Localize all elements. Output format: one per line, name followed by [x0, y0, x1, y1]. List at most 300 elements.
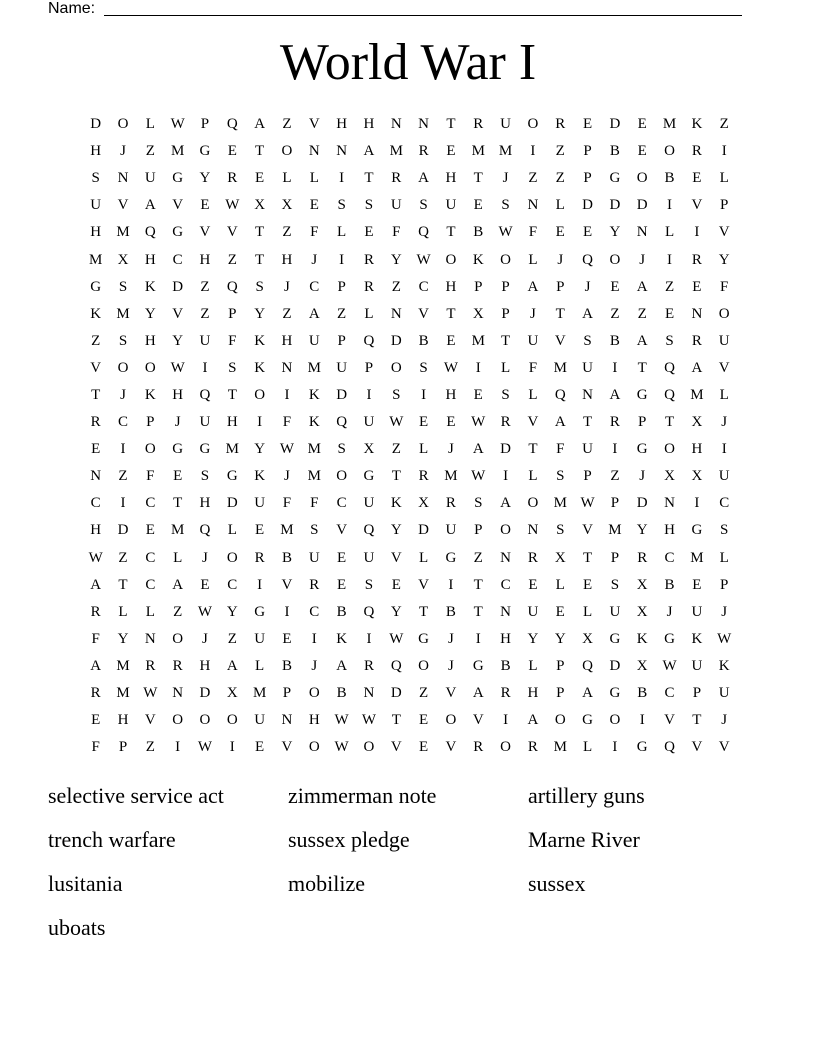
grid-letter: H: [172, 386, 184, 403]
grid-letter: L: [664, 224, 675, 241]
grid-letter: S: [501, 197, 510, 214]
grid-letter: P: [556, 278, 565, 295]
grid-letter: I: [366, 630, 372, 647]
grid-letter: J: [666, 603, 673, 620]
grid-letter: G: [582, 712, 593, 729]
grid-letter: E: [446, 414, 456, 431]
grid-letter: D: [609, 197, 621, 214]
grid-letter: H: [336, 116, 348, 133]
grid-letter: L: [309, 170, 319, 187]
grid-letter: A: [527, 278, 539, 295]
grid-letter: T: [364, 170, 374, 187]
grid-letter: I: [694, 224, 700, 241]
grid-letter: O: [308, 685, 320, 702]
grid-letter: D: [636, 197, 648, 214]
grid-letter: V: [718, 359, 730, 376]
grid-letter: A: [363, 143, 375, 160]
grid-letter: T: [255, 251, 265, 268]
grid-letter: L: [337, 224, 347, 241]
word-bank-item: sussex pledge: [288, 827, 410, 852]
word-bank-item: sussex: [528, 871, 586, 896]
grid-letter: P: [228, 305, 237, 322]
grid-letter: W: [443, 359, 459, 376]
grid-letter: P: [692, 685, 702, 702]
grid-letter: B: [418, 332, 429, 349]
grid-letter: F: [310, 495, 319, 512]
grid-row: [82, 192, 738, 219]
grid-letter: I: [503, 468, 509, 485]
grid-letter: U: [199, 332, 211, 349]
grid-letter: L: [555, 576, 565, 593]
grid-letter: V: [527, 414, 539, 431]
grid-letter: K: [691, 630, 703, 647]
grid-letter: T: [255, 143, 265, 160]
grid-letter: W: [170, 116, 185, 133]
grid-letter: B: [445, 603, 456, 620]
grid-letter: F: [392, 224, 401, 241]
grid-letter: U: [718, 685, 730, 702]
grid-letter: Z: [227, 630, 237, 647]
grid-letter: I: [339, 170, 345, 187]
grid-letter: E: [419, 712, 429, 729]
grid-letter: H: [281, 251, 293, 268]
grid-letter: B: [609, 143, 620, 160]
grid-letter: W: [334, 712, 349, 729]
grid-letter: M: [553, 359, 567, 376]
grid-letter: A: [90, 576, 102, 593]
grid-letter: V: [472, 712, 484, 729]
grid-letter: R: [391, 170, 402, 187]
grid-letter: P: [501, 278, 510, 295]
grid-letter: L: [719, 386, 729, 403]
grid-letter: T: [473, 170, 483, 187]
grid-letter: I: [721, 441, 727, 458]
grid-letter: I: [475, 630, 481, 647]
grid-letter: R: [363, 278, 374, 295]
grid-letter: U: [718, 332, 730, 349]
grid-letter: R: [227, 170, 238, 187]
grid-letter: E: [692, 576, 702, 593]
grid-letter: J: [202, 630, 208, 647]
grid-letter: R: [500, 414, 511, 431]
grid-letter: X: [554, 549, 566, 566]
grid-letter: W: [170, 359, 185, 376]
grid-row: [82, 490, 738, 517]
grid-letter: T: [118, 576, 128, 593]
grid-letter: O: [390, 359, 402, 376]
grid-letter: W: [389, 414, 404, 431]
grid-letter: T: [528, 441, 538, 458]
grid-letter: K: [144, 386, 156, 403]
grid-letter: M: [553, 495, 567, 512]
grid-letter: M: [498, 143, 513, 160]
grid-letter: O: [226, 712, 238, 729]
grid-letter: W: [197, 603, 213, 620]
grid-letter: Y: [254, 441, 266, 458]
grid-letter: N: [281, 359, 293, 376]
grid-letter: W: [334, 739, 349, 756]
grid-letter: P: [364, 359, 374, 376]
grid-letter: Z: [473, 549, 483, 566]
grid-letter: P: [720, 576, 729, 593]
grid-letter: H: [500, 630, 511, 647]
grid-letter: T: [446, 116, 456, 133]
grid-letter: K: [308, 414, 320, 431]
grid-letter: U: [582, 359, 593, 376]
grid-letter: E: [582, 224, 593, 241]
grid-letter: A: [254, 116, 266, 133]
grid-letter: R: [418, 143, 429, 160]
grid-letter: O: [445, 712, 457, 729]
grid-letter: J: [639, 468, 646, 485]
grid-letter: Z: [337, 305, 347, 322]
grid-letter: A: [472, 441, 484, 458]
grid-row: [82, 274, 738, 301]
grid-letter: O: [254, 386, 266, 403]
grid-letter: E: [419, 414, 429, 431]
grid-letter: E: [419, 739, 429, 756]
grid-letter: G: [636, 739, 648, 756]
grid-row: [82, 572, 738, 599]
grid-letter: I: [175, 739, 181, 756]
grid-letter: H: [199, 657, 211, 674]
grid-letter: E: [528, 576, 538, 593]
grid-letter: A: [172, 576, 184, 593]
grid-letter: U: [500, 116, 511, 133]
grid-letter: V: [445, 739, 457, 756]
grid-letter: N: [308, 143, 320, 160]
grid-letter: P: [501, 305, 510, 322]
grid-letter: Q: [336, 414, 348, 431]
grid-letter: M: [690, 549, 704, 566]
grid-letter: Z: [173, 603, 183, 620]
grid-letter: E: [664, 305, 675, 322]
grid-letter: J: [557, 251, 564, 268]
grid-letter: J: [502, 170, 509, 187]
grid-letter: L: [582, 739, 593, 756]
grid-letter: A: [336, 657, 348, 674]
grid-letter: S: [392, 386, 401, 403]
grid-letter: Q: [199, 522, 211, 539]
grid-letter: B: [637, 685, 648, 702]
grid-letter: R: [363, 251, 374, 268]
grid-letter: I: [448, 576, 454, 593]
grid-letter: G: [90, 278, 102, 295]
grid-letter: K: [308, 386, 320, 403]
word-bank-item: uboats: [48, 915, 106, 940]
grid-letter: E: [446, 332, 456, 349]
grid-letter: Q: [363, 522, 375, 539]
grid-letter: P: [200, 116, 210, 133]
grid-letter: I: [339, 251, 345, 268]
grid-letter: L: [719, 549, 729, 566]
grid-letter: R: [172, 657, 183, 674]
grid-letter: I: [120, 495, 126, 512]
grid-letter: U: [609, 603, 621, 620]
grid-letter: O: [144, 359, 156, 376]
grid-letter: N: [336, 143, 348, 160]
grid-letter: G: [254, 603, 266, 620]
grid-letter: E: [227, 143, 237, 160]
grid-letter: L: [719, 170, 729, 187]
word-bank-item: mobilize: [288, 871, 365, 896]
grid-letter: X: [582, 630, 593, 647]
grid-letter: S: [720, 522, 729, 539]
grid-letter: C: [145, 576, 156, 593]
grid-letter: Z: [391, 441, 401, 458]
grid-letter: S: [200, 468, 210, 485]
grid-letter: Z: [282, 116, 292, 133]
grid-letter: U: [718, 468, 730, 485]
grid-letter: B: [336, 603, 347, 620]
grid-letter: Y: [554, 630, 566, 647]
grid-letter: H: [445, 386, 457, 403]
grid-letter: D: [636, 495, 648, 512]
grid-letter: A: [500, 495, 511, 512]
word-bank-item: zimmerman note: [288, 783, 437, 808]
grid-letter: Q: [664, 739, 675, 756]
grid-letter: C: [227, 576, 238, 593]
grid-letter: H: [144, 332, 156, 349]
grid-letter: U: [527, 603, 539, 620]
grid-letter: P: [282, 685, 292, 702]
grid-letter: J: [721, 603, 728, 620]
grid-letter: P: [146, 414, 155, 431]
grid-letter: O: [281, 143, 293, 160]
grid-letter: J: [284, 278, 290, 295]
grid-letter: N: [172, 685, 184, 702]
grid-letter: L: [364, 305, 374, 322]
grid-letter: B: [664, 170, 675, 187]
grid-letter: W: [471, 414, 486, 431]
grid-letter: E: [582, 576, 593, 593]
grid-letter: T: [582, 549, 593, 566]
grid-letter: O: [418, 657, 430, 674]
grid-letter: O: [636, 170, 648, 187]
grid-letter: V: [199, 224, 211, 241]
grid-letter: T: [501, 332, 511, 349]
grid-letter: O: [172, 712, 184, 729]
grid-letter: C: [500, 576, 511, 593]
grid-letter: O: [554, 712, 566, 729]
grid-letter: Y: [636, 522, 648, 539]
grid-letter: R: [527, 549, 538, 566]
grid-letter: C: [418, 278, 429, 295]
grid-letter: E: [555, 224, 565, 241]
grid-letter: R: [500, 685, 511, 702]
grid-row: [82, 517, 738, 544]
grid-letter: F: [556, 441, 565, 458]
grid-letter: I: [503, 712, 509, 729]
grid-letter: L: [227, 522, 237, 539]
grid-letter: N: [691, 305, 703, 322]
grid-letter: X: [418, 495, 430, 512]
grid-letter: Z: [200, 305, 210, 322]
grid-letter: R: [691, 251, 702, 268]
grid-letter: I: [612, 739, 618, 756]
grid-letter: M: [307, 359, 321, 376]
grid-letter: K: [144, 278, 156, 295]
grid-letter: W: [389, 630, 404, 647]
grid-row: [82, 328, 738, 355]
grid-letter: Y: [609, 224, 621, 241]
grid-letter: L: [145, 116, 155, 133]
grid-letter: V: [226, 224, 238, 241]
grid-letter: N: [144, 630, 156, 647]
grid-letter: I: [612, 441, 618, 458]
grid-letter: J: [529, 305, 536, 322]
grid-letter: I: [257, 576, 263, 593]
grid-letter: S: [364, 576, 374, 593]
grid-row: [82, 219, 738, 246]
grid-letter: R: [691, 332, 702, 349]
grid-letter: I: [667, 251, 673, 268]
grid-letter: W: [279, 441, 295, 458]
grid-letter: V: [90, 359, 102, 376]
page-title: World War I: [279, 34, 537, 91]
grid-letter: O: [117, 116, 129, 133]
grid-letter: P: [638, 414, 647, 431]
grid-letter: E: [337, 549, 347, 566]
grid-letter: E: [637, 143, 647, 160]
grid-letter: A: [308, 305, 320, 322]
grid-letter: O: [718, 305, 730, 322]
grid-letter: V: [281, 739, 293, 756]
grid-letter: S: [228, 359, 237, 376]
grid-letter: E: [364, 224, 374, 241]
grid-letter: B: [473, 224, 484, 241]
grid-letter: X: [691, 414, 703, 431]
grid-row: [82, 301, 738, 328]
grid-letter: Z: [282, 224, 292, 241]
grid-letter: D: [336, 386, 348, 403]
grid-row: [82, 138, 738, 165]
grid-letter: F: [282, 414, 292, 431]
grid-letter: E: [637, 116, 647, 133]
grid-letter: G: [664, 630, 675, 647]
grid-letter: R: [418, 468, 429, 485]
grid-letter: A: [144, 197, 156, 214]
grid-letter: V: [308, 116, 320, 133]
grid-letter: M: [88, 251, 103, 268]
grid-letter: U: [363, 495, 375, 512]
grid-letter: I: [421, 386, 427, 403]
grid-letter: B: [336, 685, 347, 702]
grid-letter: H: [199, 495, 211, 512]
grid-letter: I: [694, 495, 700, 512]
grid-letter: L: [145, 603, 155, 620]
grid-letter: N: [117, 170, 129, 187]
grid-letter: R: [90, 603, 101, 620]
grid-letter: E: [555, 603, 565, 620]
grid-letter: O: [172, 630, 184, 647]
grid-letter: Q: [144, 224, 156, 241]
grid-letter: J: [311, 657, 318, 674]
grid-letter: R: [363, 657, 374, 674]
grid-letter: A: [527, 712, 539, 729]
grid-letter: H: [308, 712, 320, 729]
grid-letter: C: [117, 414, 128, 431]
grid-letter: O: [363, 739, 375, 756]
grid-letter: J: [584, 278, 591, 295]
grid-letter: A: [691, 359, 703, 376]
grid-letter: L: [528, 468, 538, 485]
grid-letter: I: [202, 359, 208, 376]
grid-letter: I: [311, 630, 317, 647]
grid-letter: Y: [527, 630, 539, 647]
grid-letter: V: [445, 685, 457, 702]
grid-letter: L: [419, 441, 429, 458]
grid-letter: C: [664, 685, 675, 702]
grid-letter: I: [721, 143, 727, 160]
grid-letter: M: [307, 441, 321, 458]
grid-letter: V: [390, 549, 402, 566]
grid-letter: W: [662, 657, 677, 674]
grid-letter: D: [90, 116, 102, 133]
grid-letter: E: [200, 197, 210, 214]
grid-letter: B: [664, 576, 675, 593]
grid-letter: U: [691, 603, 703, 620]
grid-letter: T: [664, 414, 675, 431]
grid-letter: N: [582, 386, 593, 403]
grid-letter: O: [336, 468, 348, 485]
grid-letter: N: [664, 495, 675, 512]
grid-letter: E: [255, 739, 265, 756]
grid-letter: A: [418, 170, 430, 187]
grid-letter: V: [144, 712, 156, 729]
grid-row: [82, 653, 738, 680]
grid-letter: I: [366, 386, 372, 403]
grid-letter: Q: [199, 386, 211, 403]
grid-letter: J: [448, 441, 454, 458]
grid-letter: J: [202, 549, 208, 566]
grid-letter: W: [361, 712, 377, 729]
grid-letter: D: [390, 332, 402, 349]
grid-letter: N: [90, 468, 102, 485]
grid-letter: G: [609, 685, 621, 702]
grid-letter: M: [608, 522, 622, 539]
grid-letter: Z: [145, 739, 155, 756]
grid-letter: P: [474, 278, 483, 295]
grid-letter: R: [445, 495, 456, 512]
grid-letter: E: [309, 197, 319, 214]
grid-letter: V: [718, 739, 730, 756]
grid-letter: Z: [610, 305, 620, 322]
grid-letter: D: [582, 197, 593, 214]
grid-letter: F: [282, 495, 292, 512]
grid-letter: C: [145, 495, 156, 512]
grid-letter: Z: [282, 305, 292, 322]
grid-letter: R: [527, 739, 538, 756]
grid-letter: D: [418, 522, 430, 539]
grid-letter: R: [555, 116, 566, 133]
grid-letter: T: [173, 495, 183, 512]
grid-letter: N: [500, 603, 511, 620]
grid-letter: R: [90, 414, 101, 431]
grid-letter: D: [226, 495, 238, 512]
grid-letter: M: [170, 143, 185, 160]
grid-letter: I: [284, 386, 290, 403]
grid-letter: U: [363, 414, 375, 431]
grid-letter: U: [308, 549, 320, 566]
grid-letter: A: [636, 332, 648, 349]
grid-letter: U: [336, 359, 348, 376]
grid-letter: E: [145, 522, 155, 539]
grid-letter: L: [528, 251, 538, 268]
grid-letter: M: [690, 386, 704, 403]
grid-letter: M: [471, 143, 485, 160]
grid-letter: V: [418, 576, 430, 593]
